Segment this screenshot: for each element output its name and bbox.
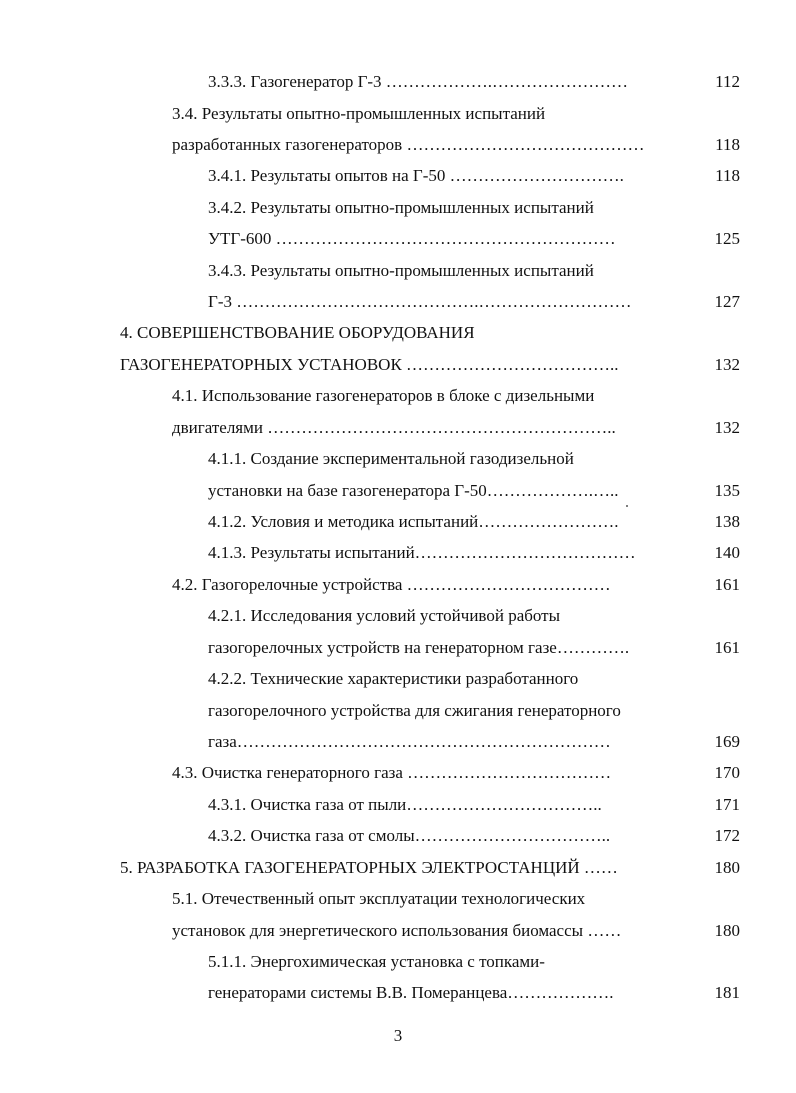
toc-entry-4-1: 4.1. Использование газогенераторов в блоке с дизельными [172,386,595,405]
toc-entry-3-4-cont: разработанных газогенераторов …………………………………… [172,135,645,154]
toc-page-number: 172 [714,826,740,845]
toc-page-number: 171 [714,795,740,814]
toc-entry-4-1-2: 4.1.2. Условия и методика испытаний……………………. [208,512,619,531]
toc-entry-3-3-3: 3.3.3. Газогенератор Г-3 ……………….…………………… [208,72,629,91]
toc-page-number: 132 [714,355,740,374]
toc-page-number: 118 [715,135,740,154]
toc-page-number: 140 [714,543,740,562]
toc-page-number: 138 [714,512,740,531]
toc-entry-4-1-1-cont: установки на базе газогенератора Г-50……………….….. [208,481,619,500]
toc-page-number: 127 [714,292,740,311]
toc-page-number: 161 [714,638,740,657]
toc-entry-5-1-cont: установок для энергетического использования биомассы …… [172,921,622,940]
page-number: 3 [393,1026,403,1045]
toc-entry-5-1: 5.1. Отечественный опыт эксплуатации технологических [172,889,586,908]
toc-page-number: 169 [714,732,740,751]
scan-speck [626,505,628,507]
toc-page-number: 180 [714,921,740,940]
toc-entry-4-2-1: 4.2.1. Исследования условий устойчивой работы [208,606,561,625]
toc-entry-4-2-1-cont: газогорелочных устройств на генераторном газе…………. [208,638,630,657]
toc-entry-3-4-1: 3.4.1. Результаты опытов на Г-50 …………………………. [208,166,624,185]
toc-page-number: 125 [714,229,740,248]
toc-entry-chapter-4-cont: ГАЗОГЕНЕРАТОРНЫХ УСТАНОВОК ……………………………….. [120,355,619,374]
toc-entry-4-3-1: 4.3.1. Очистка газа от пыли…………………………….. [208,795,602,814]
toc-entry-5-1-1-cont: генераторами системы В.В. Померанцева………………. [208,983,614,1002]
toc-entry-4-3: 4.3. Очистка генераторного газа ……………………………… [172,763,612,782]
toc-page-number: 135 [714,481,740,500]
toc-entry-4-1-1: 4.1.1. Создание экспериментальной газодизельной [208,449,574,468]
toc-page-number: 161 [714,575,740,594]
toc-entry-4-1-cont: двигателями …………………………………………………….. [172,418,616,437]
toc-entry-4-2-2-cont: газогорелочного устройства для сжигания генераторного [208,701,621,720]
toc-page-number: 170 [714,763,740,782]
toc-entry-4-3-2: 4.3.2. Очистка газа от смолы…………………………….. [208,826,611,845]
toc-entry-3-4: 3.4. Результаты опытно-промышленных испытаний [172,104,546,123]
toc-entry-4-2-2: 4.2.2. Технические характеристики разработанного [208,669,579,688]
toc-page-number: 181 [714,983,740,1002]
toc-entry-chapter-4: 4. СОВЕРШЕНСТВОВАНИЕ ОБОРУДОВАНИЯ [120,323,475,342]
toc-entry-3-4-3-cont: Г-3 …………………………………….……………………… [208,292,632,311]
toc-page-number: 112 [715,72,740,91]
toc-entry-4-2: 4.2. Газогорелочные устройства ……………………………… [172,575,611,594]
toc-entry-chapter-5: 5. РАЗРАБОТКА ГАЗОГЕНЕРАТОРНЫХ ЭЛЕКТРОСТАНЦИЙ …… [120,858,618,877]
toc-page-number: 180 [714,858,740,877]
toc-entry-3-4-2-cont: УТГ-600 …………………………………………………… [208,229,616,248]
toc-entry-5-1-1: 5.1.1. Энергохимическая установка с топками- [208,952,545,971]
toc-entry-3-4-3: 3.4.3. Результаты опытно-промышленных испытаний [208,261,594,280]
toc-page-number: 132 [714,418,740,437]
toc-page-number: 118 [715,166,740,185]
toc-entry-4-2-2-cont2: газа………………………………………………………… [208,732,611,751]
toc-entry-4-1-3: 4.1.3. Результаты испытаний………………………………… [208,543,636,562]
toc-entry-3-4-2: 3.4.2. Результаты опытно-промышленных испытаний [208,198,594,217]
